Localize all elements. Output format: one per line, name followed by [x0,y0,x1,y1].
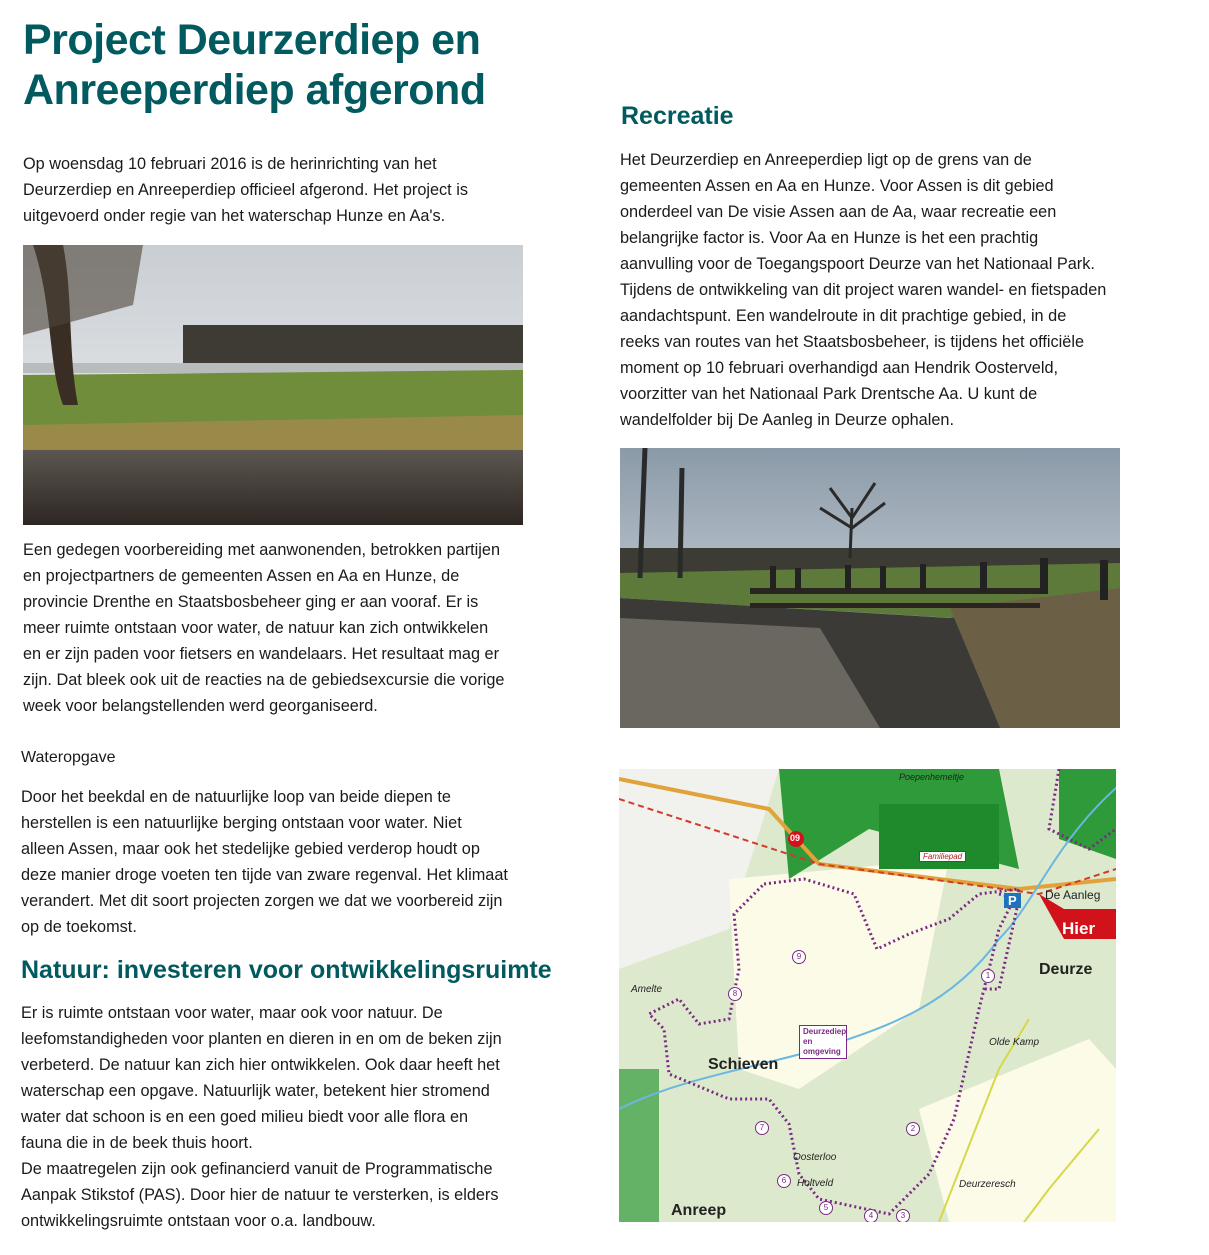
text-line: Aanpak Stikstof (PAS). Door hier de natuur te versterken, is elders [21,1186,499,1204]
text-line: zijn. Dat bleek ook uit de reacties na de gebiedsexcursie die vorige [23,671,505,689]
text-line: Het Deurzerdiep en Anreeperdiep ligt op de grens van de [620,151,1032,169]
text-line: en projectpartners de gemeenten Assen en Aa en Hunze, de [23,567,460,585]
label-anreep: Anreep [671,1202,727,1219]
text-line: waterschap een opgave. Natuurlijk water, betekent hier stromend [21,1082,490,1100]
text-line: verandert. Met dit soort projecten zorgen we dat we voorbereid zijn [21,892,503,910]
water-paragraph [21,784,508,940]
intro-paragraph [23,151,468,229]
label-poepenhemeltje: Poepenhemeltje [899,772,965,782]
waypoint-marker: 6 [777,1174,791,1188]
text-line: Een gedegen voorbereiding met aanwonenden, betrokken partijen [23,541,501,559]
label-olde-kamp: Olde Kamp [989,1037,1040,1048]
text-line: moment op 10 februari overhandigd aan Hendrik Oosterveld, [620,359,1059,377]
text-line: aandachtspunt. Een wandelroute in dit prachtige gebied, in de [620,307,1067,325]
waypoint-marker: 4 [864,1209,878,1222]
text-line: Op woensdag 10 februari 2016 is de herinrichting van het [23,155,437,173]
waypoint-marker: 2 [906,1122,920,1136]
nature-heading: Natuur: investeren voor ontwikkelingsruimte [21,956,552,984]
text-line: gemeenten Assen en Aa en Hunze. Voor Assen is dit gebied [620,177,1054,195]
label-oosterloo: Oosterloo [793,1152,837,1163]
page-title [23,15,486,115]
text-line: uitgevoerd onder regie van het waterschap Hunze en Aa's. [23,207,446,225]
recreation-paragraph [620,147,1106,433]
label-deurze: Deurze [1039,961,1093,978]
label-holtveld: Holtveld [797,1178,834,1189]
photo-bridge-excursion [620,448,1120,728]
text-line: water dat schoon is en een goed milieu biedt voor alle flora en [21,1108,469,1126]
text-line: fauna die in de beek thuis hoort. [21,1134,253,1152]
text-line: Tijdens de ontwikkeling van dit project waren wandel- en fietspaden [620,281,1107,299]
text-line: ontwikkelingsruimte ontstaan voor o.a. landbouw. [21,1212,376,1230]
waypoint-marker: 1 [981,969,995,983]
road-number-09: 09 [790,833,801,843]
text-line: provincie Drenthe en Staatsbosbeheer ging er aan vooraf. Er is [23,593,479,611]
text-line: belangrijke factor is. Voor Aa en Hunze is het een prachtig [620,229,1039,247]
text-line: De maatregelen zijn ook gefinancierd vanuit de Programmatische [21,1160,493,1178]
nature-paragraph [21,1000,502,1234]
route-map [619,769,1116,1222]
photo-flooded-meadow [23,245,523,525]
title-line: Anreeperdiep afgerond [23,66,486,114]
text-line: voorzitter van het Nationaal Park Drentsche Aa. U kunt de [620,385,1038,403]
label-hier: Hier [1062,919,1096,938]
preparation-paragraph [23,537,504,719]
text-line: op de toekomst. [21,918,137,936]
text-line: leefomstandigheden voor planten en dieren in en om de beken zijn [21,1030,502,1048]
text-line: week voor belangstellenden werd georganiseerd. [23,697,378,715]
text-line: Deurzerdiep en Anreeperdiep officieel afgerond. Het project is [23,181,468,199]
label-familiepad: Familiepad [919,851,966,862]
waypoint-marker: 7 [755,1121,769,1135]
wateropgave-subheading: Wateropgave [21,749,116,766]
text-line: Er is ruimte ontstaan voor water, maar ook voor natuur. De [21,1004,443,1022]
label-deurzeresch: Deurzeresch [959,1179,1016,1190]
text-line: Door het beekdal en de natuurlijke loop van beide diepen te [21,788,451,806]
waypoint-marker: 8 [728,987,742,1001]
map-graphic [619,769,1116,1222]
text-line: verbeterd. De natuur kan zich hier ontwikkelen. Ook daar heeft het [21,1056,500,1074]
text-line: en er zijn paden voor fietsers en wandelaars. Het resultaat mag er [23,645,500,663]
bridge-photo-image [620,448,1120,728]
text-line: meer ruimte ontstaan voor water, de natuur kan zich ontwikkelen [23,619,489,637]
text-line: reeks van routes van het Staatsbosbeheer, is tijdens het officiële [620,333,1084,351]
label-route: Deurzediep en omgeving [799,1025,847,1059]
waypoint-marker: 5 [819,1201,833,1215]
meadow-photo-image [23,245,523,525]
title-line: Project Deurzerdiep en [23,16,481,64]
text-line: herstellen is een natuurlijke berging ontstaan voor water. Niet [21,814,462,832]
label-amelte: Amelte [631,984,663,995]
parking-icon: P [1004,893,1021,908]
label-schieven: Schieven [708,1056,779,1073]
text-line: alleen Assen, maar ook het stedelijke gebied verderop houdt op [21,840,480,858]
label-de-aanleg: De Aanleg [1045,888,1101,902]
text-line: deze manier droge voeten ten tijde van zware regenval. Het klimaat [21,866,508,884]
recreation-heading: Recreatie [621,102,734,130]
text-line: aanvulling voor de Toegangspoort Deurze van het Nationaal Park. [620,255,1095,273]
text-line: onderdeel van De visie Assen aan de Aa, waar recreatie een [620,203,1057,221]
waypoint-marker: 9 [792,950,806,964]
text-line: wandelfolder bij De Aanleg in Deurze ophalen. [620,411,954,429]
waypoint-marker: 3 [896,1209,910,1222]
